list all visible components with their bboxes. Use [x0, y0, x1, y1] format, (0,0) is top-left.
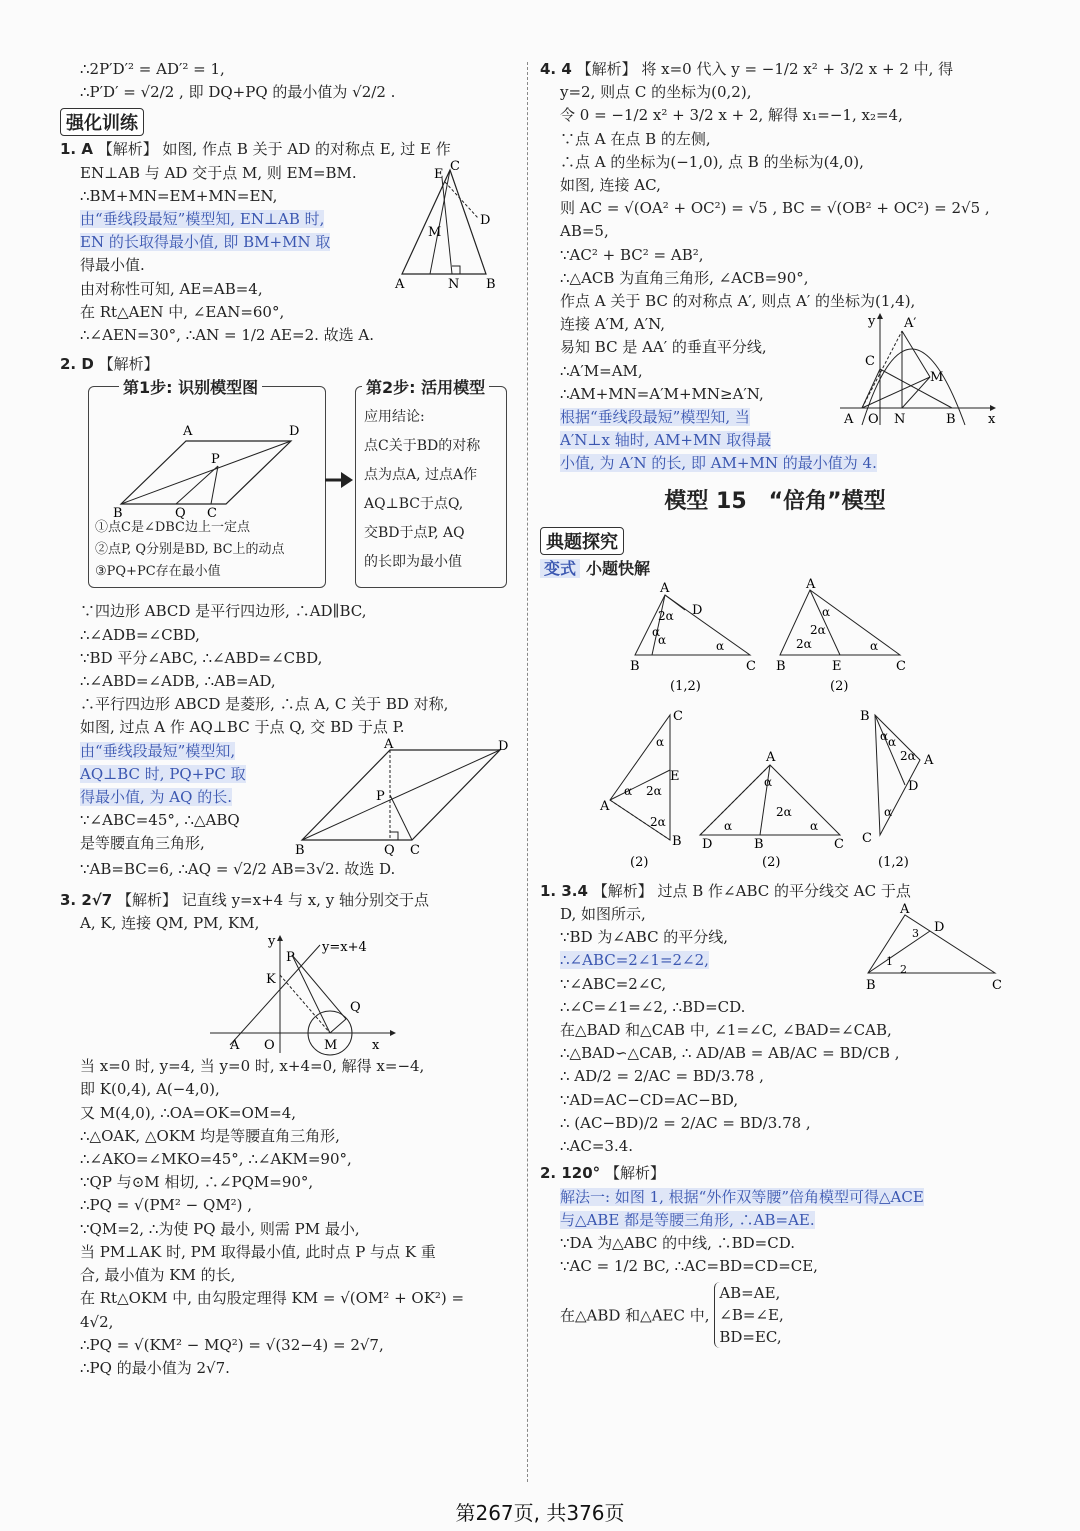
svg-text:A: A: [924, 752, 934, 768]
analysis-tag: 【解析】: [604, 1164, 665, 1183]
brace-line: BD=EC,: [719, 1328, 782, 1347]
svg-text:A: A: [806, 576, 816, 592]
highlight-text: 由“垂线段最短”模型知,: [80, 741, 236, 760]
text-line: ∴△OAK, △OKM 均是等腰直角三角形,: [80, 1126, 340, 1145]
section-title: 强化训练: [60, 108, 144, 136]
text-line: 是等腰直角三角形,: [80, 834, 205, 853]
text-line: A, K, 连接 QM, PM, KM,: [80, 914, 260, 933]
highlight-text: 根据“垂线段最短”模型知, 当: [560, 408, 750, 427]
svg-text:B: B: [866, 978, 876, 994]
text-line: ∴△BAD∽△CAB, ∴ AD/AB = AB/AC = BD/CB ,: [560, 1044, 900, 1063]
svg-text:α: α: [880, 728, 889, 743]
brace-line: ∠B=∠E,: [719, 1306, 784, 1325]
figure-caption: (2): [630, 854, 649, 870]
text-line: 即 K(0,4), A(−4,0),: [80, 1080, 220, 1099]
arrow-right-icon: [323, 470, 355, 490]
text-line: ∴∠AKO=∠MKO=45°, ∴∠AKM=90°,: [80, 1150, 352, 1169]
text-line: 令 0 = −1/2 x² + 3/2 x + 2, 解得 x₁=−1, x₂=4,: [560, 106, 903, 125]
text-line: ∴点 A 的坐标为(−1,0), 点 B 的坐标为(4,0),: [560, 152, 864, 171]
highlight-text: 得最小值, 为 AQ 的长.: [80, 788, 232, 807]
svg-text:M: M: [428, 224, 442, 240]
figure-caption: (1,2): [878, 854, 909, 870]
svg-text:Q: Q: [175, 506, 186, 522]
svg-text:E: E: [434, 166, 444, 182]
rhombus-figure: [290, 736, 515, 858]
svg-text:x: x: [988, 412, 996, 428]
step1-title: 第1步: 识别模型图: [119, 375, 262, 398]
step2-line: 点为点A, 过点A作: [364, 467, 478, 484]
figure-caption: (2): [762, 854, 781, 870]
svg-text:Q: Q: [384, 842, 395, 858]
svg-text:α: α: [716, 638, 725, 653]
svg-text:α: α: [884, 804, 893, 819]
svg-text:D: D: [289, 424, 300, 440]
text-line: y=2, 则点 C 的坐标为(0,2),: [560, 83, 752, 102]
highlight-text: 解法一: 如图 1, 根据“外作双等腰”倍角模型可得△ACE: [560, 1187, 924, 1206]
svg-text:C: C: [992, 978, 1002, 994]
svg-text:B: B: [776, 658, 786, 674]
highlight-text: ∴∠ABC=2∠1=2∠2,: [560, 951, 709, 970]
svg-text:1: 1: [886, 955, 893, 969]
text-line: 则 AC = √(OA² + OC²) = √5 , BC = √(OB² + OC²) = 2√5 ,: [560, 199, 990, 218]
svg-text:α: α: [656, 734, 665, 749]
text-line: 【解析】 记直线 y=x+4 与 x, y 轴分别交于点: [117, 890, 429, 909]
text-line: 易知 BC 是 AA′ 的垂直平分线,: [560, 338, 767, 357]
svg-text:Q: Q: [350, 1000, 361, 1016]
text-line: 在 Rt△OKM 中, 由勾股定理得 KM = √(OM² + OK²) =: [80, 1289, 465, 1308]
variant-tag: 变式: [540, 559, 580, 578]
column-divider: [527, 62, 528, 1482]
brace-system: [714, 1282, 783, 1348]
text-line: EN⊥AB 与 AD 交于点 M, 则 EM=BM.: [80, 163, 357, 182]
highlight-text: 小值, 为 A′N 的长, 即 AM+MN 的最小值为 4.: [560, 454, 877, 473]
analysis-tag: 【解析】: [98, 355, 159, 374]
svg-text:D: D: [908, 778, 919, 794]
svg-text:P: P: [286, 950, 295, 966]
step2-title: 第2步: 活用模型: [362, 375, 489, 398]
svg-text:B: B: [295, 842, 305, 858]
svg-text:A: A: [844, 412, 854, 428]
svg-text:2α: 2α: [658, 608, 674, 623]
note-line: ②点P, Q分别是BD, BC上的动点: [95, 542, 285, 558]
right-column: [540, 58, 1010, 1348]
svg-text:A: A: [900, 902, 910, 918]
text-line: 由对称性可知, AE=AB=4,: [80, 279, 263, 298]
text-line: ∵DA 为△ABC 的中线, ∴BD=CD.: [560, 1233, 795, 1252]
section-title: 典题探究: [540, 527, 624, 555]
svg-text:x: x: [372, 1038, 380, 1054]
svg-text:2α: 2α: [650, 814, 666, 829]
svg-text:2α: 2α: [646, 783, 662, 798]
intro-line: ∴P′D′ = √2/2 , 即 DQ+PQ 的最小值为 √2/2 .: [80, 83, 396, 102]
step2-box: [355, 378, 507, 588]
text-line: AB=5,: [560, 222, 609, 241]
text-line: ∵QM=2, ∴为使 PQ 最小, 则需 PM 最小,: [80, 1219, 360, 1238]
svg-text:M: M: [930, 370, 944, 386]
brace-line: AB=AE,: [719, 1284, 781, 1303]
text-line: 【解析】 过点 B 作∠ABC 的平分线交 AC 于点: [592, 881, 911, 900]
text-line: ∴∠C=∠1=∠2, ∴BD=CD.: [560, 997, 746, 1016]
page-footer: 第267页, 共376页: [455, 1501, 625, 1525]
text-line: 得最小值.: [80, 256, 145, 275]
svg-text:A: A: [660, 580, 670, 596]
svg-text:B: B: [754, 836, 764, 852]
svg-text:A: A: [183, 424, 193, 440]
step1-box: [88, 378, 326, 588]
text-line: ∵点 A 在点 B 的左侧,: [560, 129, 711, 148]
text-line: ∵∠ABC=45°, ∴△ABQ: [80, 811, 240, 830]
svg-text:D: D: [480, 212, 491, 228]
step2-line: 应用结论:: [364, 409, 425, 426]
parallelogram-figure: [91, 399, 321, 522]
svg-text:C: C: [865, 354, 875, 370]
text-line: ∴PQ = √(PM² − QM²) ,: [80, 1196, 253, 1215]
text-line: ∴△ACB 为直角三角形, ∠ACB=90°,: [560, 268, 809, 287]
text-line: ∵∠ABC=2∠C,: [560, 974, 667, 993]
svg-text:y=x+4: y=x+4: [322, 940, 367, 956]
figure-caption: (2): [830, 678, 849, 694]
svg-text:A: A: [766, 749, 776, 765]
svg-text:α: α: [652, 624, 661, 639]
svg-text:N: N: [448, 276, 460, 292]
text-line: ∴AM+MN=A′M+MN≥A′N,: [560, 384, 764, 403]
subsection-title: 小题快解: [586, 558, 651, 578]
svg-text:α: α: [888, 734, 897, 749]
step2-line: 的长即为最小值: [364, 554, 462, 571]
step2-line: 点C关于BD的对称: [364, 438, 481, 455]
svg-text:B: B: [113, 506, 123, 522]
highlight-text: 与△ABE 都是等腰三角形, ∴AB=AE.: [560, 1210, 815, 1229]
svg-text:C: C: [896, 658, 906, 674]
svg-text:D: D: [934, 920, 945, 936]
question-number: 1. 3.4: [540, 881, 588, 900]
text-line: 在△ABD 和△AEC 中,: [560, 1306, 710, 1325]
triangle-figure-q1: [390, 158, 500, 292]
text-line: ∴PQ = √(KM² − MQ²) = √(32−4) = 2√7,: [80, 1335, 384, 1354]
question-number: 1. A: [60, 140, 93, 159]
svg-text:B: B: [946, 412, 956, 428]
svg-text:E: E: [670, 768, 680, 784]
svg-text:C: C: [834, 836, 844, 852]
svg-text:C: C: [746, 658, 756, 674]
svg-text:3: 3: [912, 927, 919, 941]
highlight-text: AQ⊥BC 时, PQ+PC 取: [80, 764, 246, 783]
svg-text:M: M: [324, 1038, 338, 1054]
text-line: ∵AC² + BC² = AB²,: [560, 245, 704, 264]
text-line: 如图, 连接 AC,: [560, 176, 661, 195]
text-line: ∵AB=BC=6, ∴AQ = √2/2 AB=3√2. 故选 D.: [80, 859, 396, 878]
text-line: ∵AC = 1/2 BC, ∴AC=BD=CD=CE,: [560, 1257, 818, 1276]
svg-text:A: A: [600, 798, 610, 814]
question-number: 4. 4: [540, 60, 572, 78]
svg-text:K: K: [266, 972, 276, 988]
text-line: ∴BM+MN=EM+MN=EN,: [80, 186, 278, 205]
highlight-text: A′N⊥x 轴时, AM+MN 取得最: [560, 431, 772, 450]
svg-text:2α: 2α: [810, 622, 826, 637]
text-line: ∴平行四边形 ABCD 是菱形, ∴点 A, C 关于 BD 对称,: [80, 695, 449, 714]
text-line: 作点 A 关于 BC 的对称点 A′, 则点 A′ 的坐标为(1,4),: [560, 292, 916, 311]
highlight-text: 由“垂线段最短”模型知, EN⊥AB 时,: [80, 210, 325, 229]
question-number: 3. 2√7: [60, 890, 113, 909]
svg-text:B: B: [630, 658, 640, 674]
text-line: 又 M(4,0), ∴OA=OK=OM=4,: [80, 1103, 297, 1122]
svg-text:P: P: [376, 788, 385, 804]
double-angle-figures: [540, 576, 1010, 880]
svg-text:y: y: [868, 314, 876, 330]
text-line: ∵AD=AC−CD=AC−BD,: [560, 1090, 739, 1109]
text-line: ∵四边形 ABCD 是平行四边形, ∴AD∥BC,: [80, 602, 367, 621]
svg-text:O: O: [264, 1038, 275, 1054]
svg-text:α: α: [724, 818, 733, 833]
text-line: ∴∠ADB=∠CBD,: [80, 625, 200, 644]
text-line: ∵BD 为∠ABC 的平分线,: [560, 928, 729, 947]
svg-text:C: C: [207, 506, 217, 522]
highlight-text: EN 的长取得最小值, 即 BM+MN 取: [80, 233, 331, 252]
angle-bisector-figure: [850, 903, 1000, 995]
step2-line: AQ⊥BC于点Q,: [364, 496, 464, 513]
text-line: 合, 最小值为 KM 的长,: [80, 1266, 236, 1285]
svg-text:E: E: [832, 658, 842, 674]
svg-text:N: N: [894, 412, 906, 428]
svg-text:O: O: [868, 412, 879, 428]
svg-text:2α: 2α: [900, 748, 916, 763]
model-steps-figure: [60, 378, 515, 596]
note-line: ③PQ+PC存在最小值: [95, 564, 221, 580]
model-title: 模型 15 “倍角”模型: [664, 488, 886, 514]
svg-text:α: α: [764, 774, 773, 789]
text-line: ∵QP 与⊙M 相切, ∴∠PQM=90°,: [80, 1173, 314, 1192]
text-line: 当 PM⊥AK 时, PM 取得最小值, 此时点 P 与点 K 重: [80, 1242, 436, 1261]
svg-text:2: 2: [900, 963, 907, 977]
svg-text:α: α: [624, 783, 633, 798]
svg-text:D: D: [498, 738, 509, 754]
text-line: ∴AC=3.4.: [560, 1137, 634, 1156]
svg-text:α: α: [870, 638, 879, 653]
svg-text:α: α: [658, 632, 667, 647]
step2-line: 交BD于点P, AQ: [364, 525, 465, 542]
text-line: ∴ AD/2 = 2/AC = BD/3.78 ,: [560, 1067, 764, 1086]
note-line: ①点C是∠DBC边上一定点: [95, 520, 251, 536]
svg-text:D: D: [692, 602, 703, 618]
circle-line-figure: [60, 935, 515, 1055]
text-line: ∵BD 平分∠ABC, ∴∠ABD=∠CBD,: [80, 648, 323, 667]
text-line: 当 x=0 时, y=4, 当 y=0 时, x+4=0, 解得 x=−4,: [80, 1057, 425, 1076]
text-line: 连接 A′M, A′N,: [560, 315, 666, 334]
left-column: [60, 58, 515, 1380]
svg-text:P: P: [211, 452, 220, 468]
svg-text:A: A: [395, 276, 405, 292]
question-number: 2. D: [60, 355, 94, 374]
svg-text:C: C: [673, 708, 683, 724]
text-line: D, 如图所示,: [560, 905, 646, 924]
text-line: 4√2,: [80, 1312, 114, 1331]
svg-text:2α: 2α: [776, 804, 792, 819]
svg-text:α: α: [822, 604, 831, 619]
text-line: ∴ (AC−BD)/2 = 2/AC = BD/3.78 ,: [560, 1113, 811, 1132]
parabola-figure: [840, 313, 1000, 431]
text-line: 【解析】 将 x=0 代入 y = −1/2 x² + 3/2 x + 2 中, 得: [576, 60, 954, 78]
svg-text:D: D: [702, 836, 713, 852]
svg-text:A: A: [230, 1038, 240, 1054]
text-line: ∴PQ 的最小值为 2√7.: [80, 1358, 230, 1377]
svg-text:A: A: [384, 736, 394, 752]
text-line: ∴A′M=AM,: [560, 361, 643, 380]
text-line: ∴∠ABD=∠ADB, ∴AB=AD,: [80, 672, 276, 691]
text-line: ∴∠AEN=30°, ∴AN = 1/2 AE=2. 故选 A.: [80, 326, 375, 345]
intro-line: ∴2P′D′² = AD′² = 1,: [80, 60, 225, 78]
svg-text:B: B: [860, 708, 870, 724]
svg-text:B: B: [486, 276, 496, 292]
figure-caption: (1,2): [670, 678, 701, 694]
svg-text:C: C: [410, 842, 420, 858]
svg-text:y: y: [268, 934, 276, 950]
question-number: 2. 120°: [540, 1164, 601, 1183]
svg-text:A′: A′: [904, 316, 917, 332]
svg-text:B: B: [672, 833, 682, 849]
text-line: 在 Rt△AEN 中, ∠EAN=60°,: [80, 302, 285, 321]
svg-text:2α: 2α: [796, 636, 812, 651]
svg-text:C: C: [450, 158, 460, 174]
text-line: 如图, 过点 A 作 AQ⊥BC 于点 Q, 交 BD 于点 P.: [80, 718, 405, 737]
text-line: 【解析】 如图, 作点 B 关于 AD 的对称点 E, 过 E 作: [97, 140, 451, 159]
svg-text:C: C: [862, 830, 872, 846]
text-line: 在△BAD 和△CAB 中, ∠1=∠C, ∠BAD=∠CAB,: [560, 1021, 892, 1040]
svg-text:α: α: [810, 818, 819, 833]
